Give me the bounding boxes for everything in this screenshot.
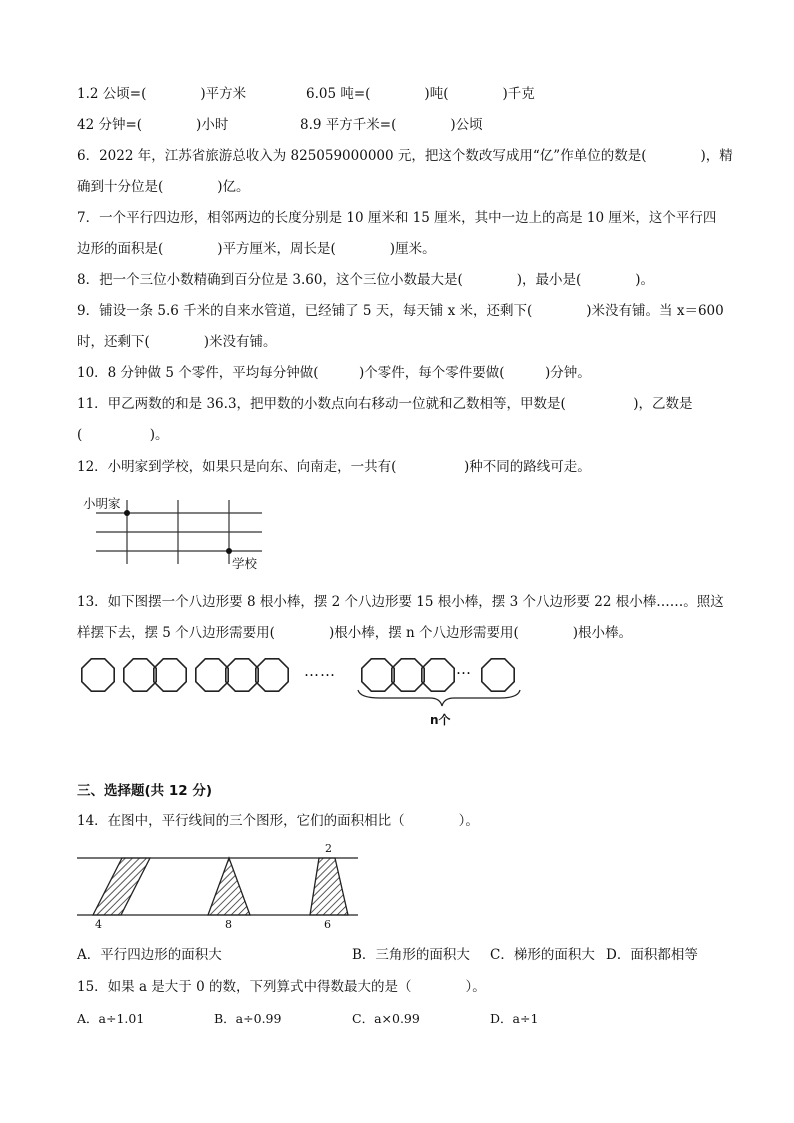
q14-option-d[interactable]: D．面积都相等 — [606, 947, 698, 963]
question-6-line-2: 确到十分位是( )亿。 — [77, 179, 250, 195]
question-15: 15．如果 a 是大于 0 的数，下列算式中得数最大的是（ ）。 — [77, 979, 486, 995]
trapezoid-shape — [310, 858, 348, 915]
question-10: 10．8 分钟做 5 个零件，平均每分钟做( )个零件，每个零件要做( )分钟。 — [77, 365, 591, 381]
triangle-base-label: 8 — [225, 918, 232, 931]
question-13-line-2: 样摆下去，摆 5 个八边形需要用( )根小棒，摆 n 个八边形需要用( )根小棒。 — [77, 625, 633, 641]
trapezoid-top-label: 2 — [325, 842, 332, 855]
question-13-line-1: 13．如下图摆一个八边形要 8 根小棒，摆 2 个八边形要 15 根小棒，摆 3 个八边形要 22 根小棒……。照这 — [77, 594, 724, 610]
home-label: 小明家 — [83, 496, 121, 511]
q15-option-d[interactable]: D．a÷1 — [490, 1011, 539, 1026]
parallelogram-base-label: 4 — [95, 918, 102, 931]
question-12: 12．小明家到学校，如果只是向东、向南走，一共有( )种不同的路线可走。 — [77, 459, 591, 475]
question-9-line-1: 9．铺设一条 5.6 千米的自来水管道，已经铺了 5 天，每天铺 x 米，还剩下( )米没有铺。当 x＝600 — [77, 303, 724, 319]
q15-option-b[interactable]: B．a÷0.99 — [214, 1011, 282, 1026]
question-8: 8．把一个三位小数精确到百分位是 3.60，这个三位小数最大是( )，最小是( )。 — [77, 272, 655, 288]
q15-option-c[interactable]: C．a×0.99 — [352, 1011, 420, 1026]
question-14: 14．在图中，平行线间的三个图形，它们的面积相比（ ）。 — [77, 813, 479, 829]
q5-item-ton: 6.05 吨=( )吨( )千克 — [306, 86, 535, 102]
q14-option-b[interactable]: B．三角形的面积大 — [352, 947, 470, 963]
n-count-label: n个 — [430, 713, 451, 727]
question-7-line-2: 边形的面积是( )平方厘米，周长是( )厘米。 — [77, 241, 436, 257]
question-9-line-2: 时，还剩下( )米没有铺。 — [77, 334, 277, 350]
section-3-title: 三、选择题(共 12 分) — [77, 783, 213, 799]
q5-item-sqkm: 8.9 平方千米=( )公顷 — [300, 117, 483, 133]
question-11-line-2: ( )。 — [77, 427, 169, 443]
q14-option-a[interactable]: A．平行四边形的面积大 — [77, 947, 222, 963]
question-7-line-1: 7．一个平行四边形，相邻两边的长度分别是 10 厘米和 15 厘米，其中一边上的高是 10 厘米，这个平行四 — [77, 210, 717, 226]
trapezoid-bottom-label: 6 — [324, 918, 331, 931]
question-6-line-1: 6．2022 年，江苏省旅游总收入为 825059000000 元，把这个数改写成用“亿”作单位的数是( )，精 — [77, 148, 733, 164]
mid-ellipsis: … — [456, 660, 471, 678]
q5-item-minute: 42 分钟=( )小时 — [77, 117, 229, 133]
q5-item-hectare: 1.2 公顷=( )平方米 — [77, 86, 247, 102]
ellipsis: …… — [304, 662, 336, 680]
q14-option-c[interactable]: C．梯形的面积大 — [490, 947, 595, 963]
q15-option-a[interactable]: A．a÷1.01 — [77, 1011, 145, 1026]
question-11-line-1: 11．甲乙两数的和是 36.3，把甲数的小数点向右移动一位就和乙数相等，甲数是( )，乙数是 — [77, 396, 693, 412]
triangle-shape — [208, 858, 250, 915]
parallelogram-shape — [93, 858, 150, 915]
school-label: 学校 — [232, 556, 258, 571]
